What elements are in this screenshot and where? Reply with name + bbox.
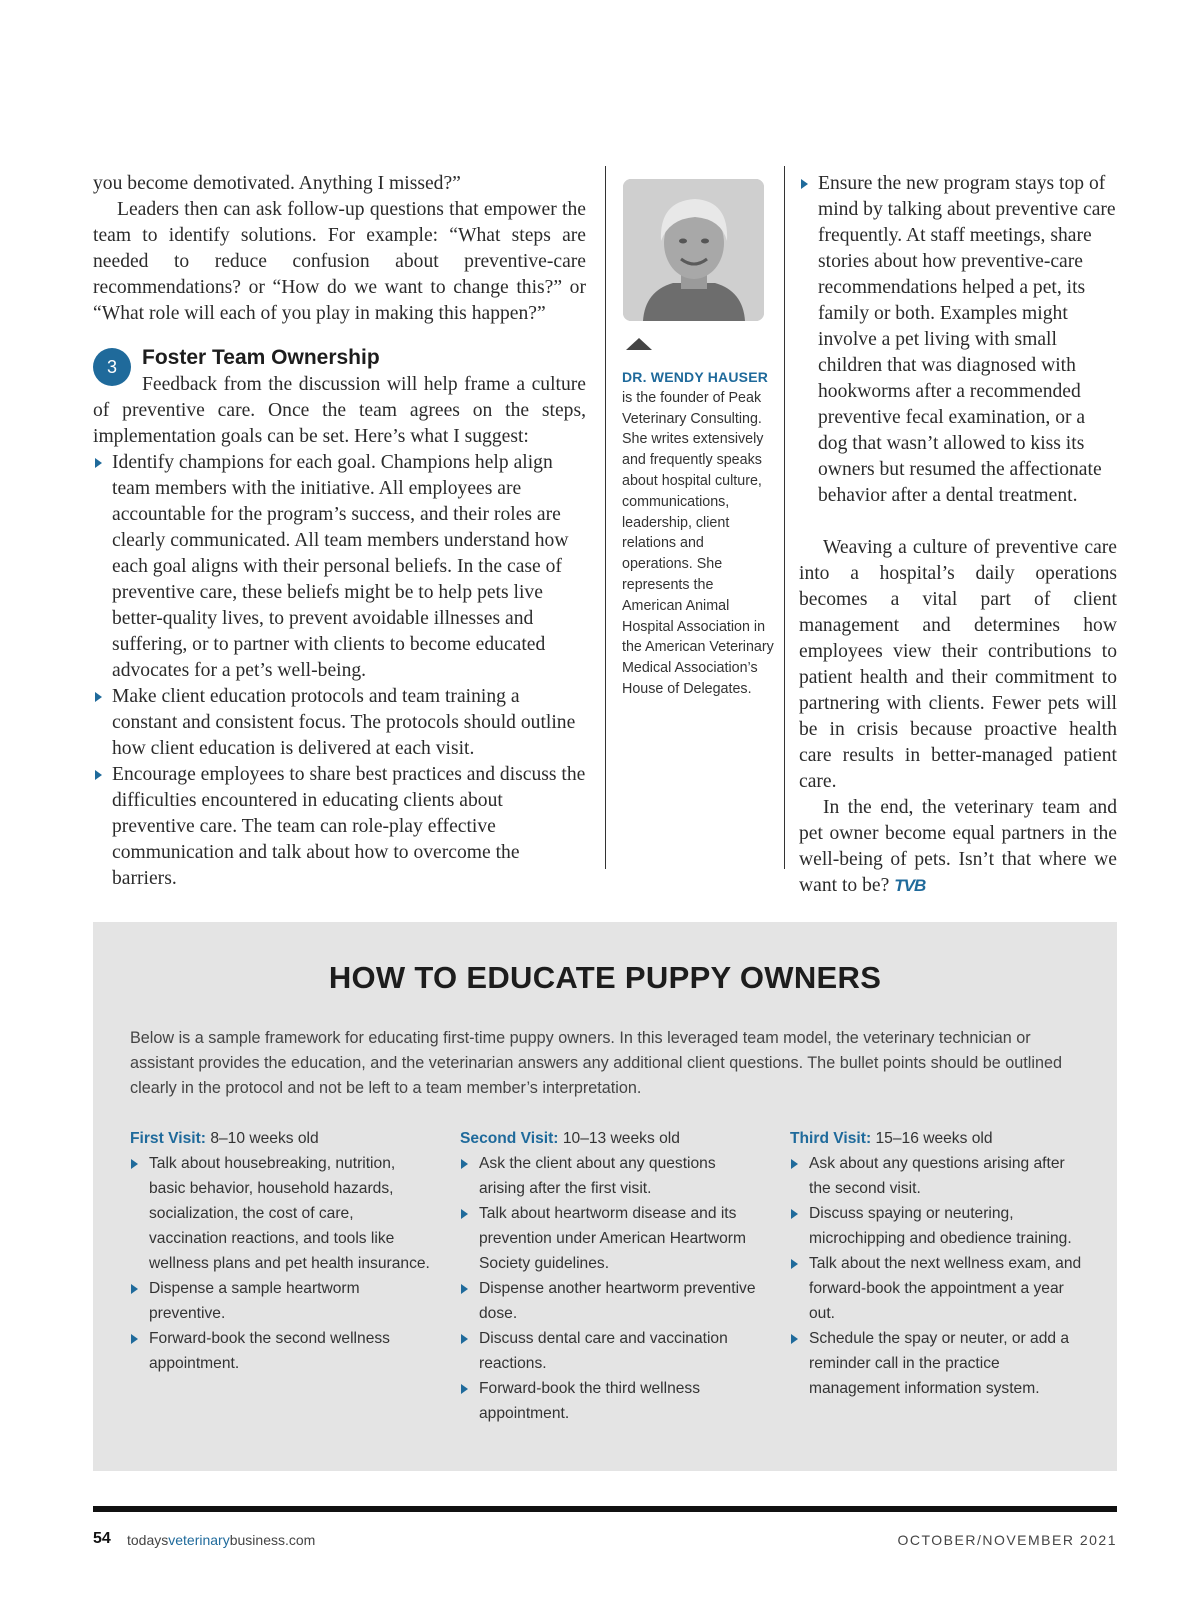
- author-photo: [623, 179, 764, 321]
- visit-heading: [790, 1126, 1090, 1151]
- list-item: [790, 1151, 1090, 1201]
- triangle-bullet-icon: [801, 179, 808, 189]
- visit-label: First Visit:: [130, 1130, 206, 1147]
- list-item-text: Ask about any questions arising after the second visit.: [809, 1155, 1065, 1197]
- triangle-bullet-icon: [791, 1259, 798, 1269]
- section-heading: [93, 344, 586, 377]
- site-url-part: todays: [127, 1532, 169, 1548]
- section-number-badge: 3: [93, 348, 131, 386]
- list-item: [790, 1326, 1090, 1401]
- triangle-bullet-icon: [791, 1159, 798, 1169]
- paragraph: Feedback from the discussion will help frame a culture of preventive care. Once the team agrees on the steps, implementation goals can be set. Here’s what I suggest:: [93, 374, 586, 447]
- paragraph: Weaving a culture of preventive care into a hospital’s daily operations becomes a vital part of client management and determines how employees view their contributions to patient health and their commitment to partnering with clients. Fewer pets will be in crisis because proactive health care results in better-managed patient care.: [799, 537, 1117, 792]
- box-title: HOW TO EDUCATE PUPPY OWNERS: [328, 960, 882, 995]
- puppy-owners-box: [93, 922, 1117, 1471]
- list-item: [130, 1276, 430, 1326]
- triangle-bullet-icon: [131, 1334, 138, 1344]
- list-item-text: Encourage employees to share best practices and discuss the difficulties encountered in educating clients about preventive care. The team can role-play effective communication and talk about how to overcome the barriers.: [112, 764, 586, 889]
- list-item: [460, 1276, 760, 1326]
- box-intro: Below is a sample framework for educating first-time puppy owners. In this leveraged team model, the veterinary technician or assistant provides the education, and the veterinarian answers any additional client questions. The bullet points should be outlined clearly in the protocol and not be left to a team member’s interpretation.: [130, 1029, 1062, 1097]
- site-url-highlight: veterinary: [168, 1532, 230, 1548]
- column-divider: [784, 166, 785, 869]
- visit-age: 8–10 weeks old: [210, 1130, 319, 1147]
- triangle-bullet-icon: [95, 770, 102, 780]
- list-item: [790, 1251, 1090, 1326]
- list-item: [460, 1376, 760, 1426]
- column-divider: [605, 166, 606, 869]
- visit-column-first: [130, 1126, 430, 1376]
- tvb-end-mark: TVB: [894, 876, 926, 895]
- list-item-text: Talk about heartworm disease and its prevention under American Heartworm Society guidelines.: [479, 1205, 746, 1272]
- triangle-bullet-icon: [461, 1159, 468, 1169]
- paragraph-text: In the end, the veterinary team and pet owner become equal partners in the well-being of pets. Isn’t that where we want to be?: [799, 797, 1117, 896]
- list-item-text: Forward-book the second wellness appointment.: [149, 1330, 390, 1372]
- visit-label: Second Visit:: [460, 1130, 559, 1147]
- page-number: 54: [93, 1530, 111, 1547]
- visit-heading: [460, 1126, 760, 1151]
- author-bio: [622, 367, 774, 700]
- issue-date: OCTOBER/NOVEMBER 2021: [897, 1532, 1117, 1548]
- triangle-bullet-icon: [95, 458, 102, 468]
- list-item-text: Talk about the next wellness exam, and forward-book the appointment a year out.: [809, 1255, 1082, 1322]
- visit-list: [460, 1151, 760, 1426]
- paragraph: [799, 795, 1117, 899]
- list-item: [799, 171, 1117, 509]
- article-column-3: [799, 171, 1117, 899]
- list-item-text: Ask the client about any questions arising after the first visit.: [479, 1155, 716, 1197]
- section-title: Foster Team Ownership: [142, 346, 380, 369]
- list-item: [460, 1151, 760, 1201]
- site-url[interactable]: [127, 1532, 315, 1548]
- author-name: DR. WENDY HAUSER: [622, 369, 769, 385]
- list-item: [93, 684, 586, 762]
- visit-column-third: [790, 1126, 1090, 1401]
- triangle-bullet-icon: [791, 1334, 798, 1344]
- triangle-bullet-icon: [95, 692, 102, 702]
- list-item-text: Discuss dental care and vaccination reactions.: [479, 1330, 728, 1372]
- list-item-text: Forward-book the third wellness appointment.: [479, 1380, 701, 1422]
- list-item: [460, 1201, 760, 1276]
- visit-column-second: [460, 1126, 760, 1426]
- site-url-part: business.com: [229, 1532, 316, 1548]
- list-item: [93, 762, 586, 892]
- triangle-bullet-icon: [131, 1284, 138, 1294]
- visit-age: 15–16 weeks old: [875, 1130, 993, 1147]
- visit-heading: [130, 1126, 430, 1151]
- article-column-1: [93, 171, 586, 892]
- list-item-text: Discuss spaying or neutering, microchipping and obedience training.: [809, 1205, 1072, 1247]
- paragraph: Leaders then can ask follow-up questions that empower the team to identify solutions. For example: “What steps are needed to reduce confusion about preventive-care recommendations? or “How do we want to change this?” or “What role will each of you play in making this happen?”: [93, 199, 586, 324]
- list-item: [93, 450, 586, 684]
- footer-rule: [93, 1506, 1117, 1512]
- triangle-bullet-icon: [131, 1159, 138, 1169]
- triangle-bullet-icon: [791, 1209, 798, 1219]
- visit-list: [790, 1151, 1090, 1401]
- list-item-text: Ensure the new program stays top of mind by talking about preventive care frequently. At staff meetings, share stories about how preventive-care recommendations helped a pet, its family or both. Examples might involve a pet living with small children that was diagnosed with hookworms after a recommended preventive fecal examination, or a dog that wasn’t allowed to kiss its owners but resumed the affectionate behavior after a dental treatment.: [818, 173, 1116, 506]
- triangle-bullet-icon: [461, 1209, 468, 1219]
- triangle-bullet-icon: [461, 1334, 468, 1344]
- list-item: [790, 1201, 1090, 1251]
- list-item-text: Talk about housebreaking, nutrition, basic behavior, household hazards, socialization, the cost of care, vaccination reactions, and tools like wellness plans and pet health insurance.: [149, 1155, 430, 1272]
- author-portrait-icon: [623, 179, 764, 321]
- list-item-text: Schedule the spay or neuter, or add a reminder call in the practice management information system.: [809, 1330, 1070, 1397]
- triangle-bullet-icon: [461, 1384, 468, 1394]
- list-item-text: Identify champions for each goal. Champions help align team members with the initiative. All employees are accountable for the program’s success, and their roles are clearly communicated. All team members understand how each goal aligns with their personal beliefs. In the case of preventive care, these beliefs might be to help pets live better-quality lives, to prevent avoidable illnesses and suffering, or to partner with clients to become educated advocates for a pet’s well-being.: [112, 452, 569, 681]
- list-item-text: Make client education protocols and team training a constant and consistent focus. The protocols should outline how client education is delivered at each visit.: [112, 686, 576, 759]
- bullet-list: [799, 171, 1117, 509]
- visit-age: 10–13 weeks old: [562, 1130, 680, 1147]
- list-item-text: Dispense a sample heartworm preventive.: [149, 1280, 360, 1322]
- author-description: is the founder of Peak Veterinary Consulting. She writes extensively and frequently speaks about hospital culture, communications, leadership, client relations and operations. She represents the American Animal Hospital Association in the American Veterinary Medical Association’s House of Delegates.: [622, 389, 774, 697]
- list-item: [460, 1326, 760, 1376]
- up-triangle-icon: [626, 338, 652, 350]
- list-item: [130, 1326, 430, 1376]
- visit-label: Third Visit:: [790, 1130, 872, 1147]
- bullet-list: [93, 450, 586, 892]
- list-item-text: Dispense another heartworm preventive dose.: [479, 1280, 756, 1322]
- visit-list: [130, 1151, 430, 1376]
- list-item: [130, 1151, 430, 1276]
- triangle-bullet-icon: [461, 1284, 468, 1294]
- paragraph: you become demotivated. Anything I missed?”: [93, 173, 461, 194]
